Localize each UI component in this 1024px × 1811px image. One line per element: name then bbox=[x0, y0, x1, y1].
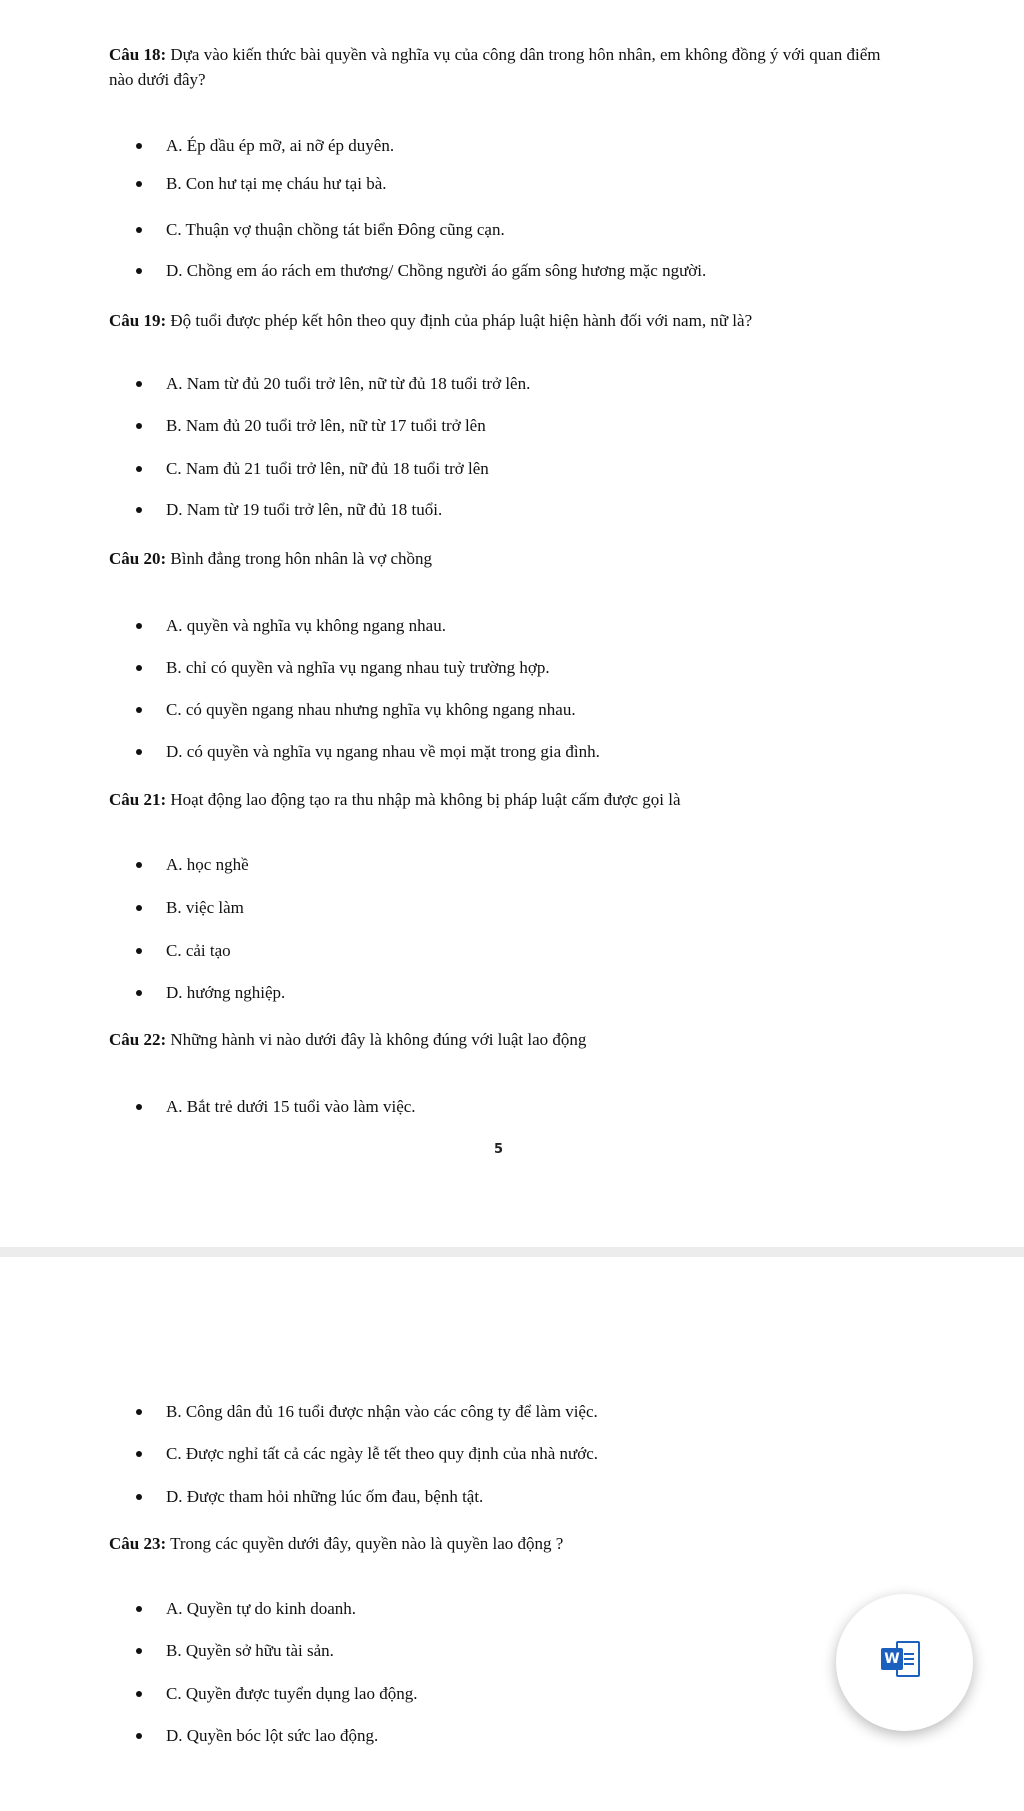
option-18-b bbox=[166, 171, 387, 196]
question-label: Câu 18: bbox=[109, 45, 167, 64]
question-label: Câu 23: bbox=[109, 1534, 167, 1553]
open-in-word-button[interactable] bbox=[836, 1594, 973, 1731]
option-text: B. Công dân đủ 16 tuổi được nhận vào các công ty để làm việc. bbox=[166, 1402, 598, 1421]
option-text: C. Được nghỉ tất cả các ngày lễ tết theo quy định của nhà nước. bbox=[166, 1444, 598, 1463]
question-text: Bình đẳng trong hôn nhân là vợ chồng bbox=[166, 549, 432, 568]
question-text: Những hành vi nào dưới đây là không đúng với luật lao động bbox=[166, 1030, 587, 1049]
bullet-icon bbox=[136, 1409, 142, 1415]
question-18 bbox=[109, 42, 909, 92]
bullet-icon bbox=[136, 990, 142, 996]
question-label: Câu 20: bbox=[109, 549, 167, 568]
option-text: C. Quyền được tuyển dụng lao động. bbox=[166, 1684, 418, 1703]
question-21 bbox=[109, 787, 909, 812]
option-text: D. hướng nghiệp. bbox=[166, 983, 286, 1002]
option-text: B. Quyền sở hữu tài sản. bbox=[166, 1641, 334, 1660]
option-text: B. Con hư tại mẹ cháu hư tại bà. bbox=[166, 174, 387, 193]
option-21-d bbox=[166, 980, 285, 1005]
option-22-d bbox=[166, 1484, 483, 1509]
option-20-c bbox=[166, 697, 576, 722]
option-19-b bbox=[166, 413, 486, 438]
bullet-icon bbox=[136, 749, 142, 755]
bullet-icon bbox=[136, 143, 142, 149]
bullet-icon bbox=[136, 665, 142, 671]
question-text: Trong các quyền dưới đây, quyền nào là quyền lao động ? bbox=[166, 1534, 564, 1553]
option-21-a bbox=[166, 852, 249, 877]
word-letter-icon: W bbox=[881, 1648, 903, 1670]
option-text: B. việc làm bbox=[166, 898, 244, 917]
bullet-icon bbox=[136, 862, 142, 868]
question-22 bbox=[109, 1027, 909, 1052]
option-18-c bbox=[166, 217, 505, 242]
option-text: D. Nam từ 19 tuổi trở lên, nữ đủ 18 tuổi. bbox=[166, 500, 443, 519]
question-19 bbox=[109, 308, 909, 333]
bullet-icon bbox=[136, 507, 142, 513]
option-text: C. có quyền ngang nhau nhưng nghĩa vụ không ngang nhau. bbox=[166, 700, 576, 719]
question-text: Dựa vào kiến thức bài quyền và nghĩa vụ của công dân trong hôn nhân, em không đồng ý với quan điểm nào dưới đây? bbox=[109, 45, 881, 89]
bullet-icon bbox=[136, 1733, 142, 1739]
option-text: D. có quyền và nghĩa vụ ngang nhau về mọi mặt trong gia đình. bbox=[166, 742, 600, 761]
option-22-c bbox=[166, 1441, 598, 1466]
option-text: A. Quyền tự do kinh doanh. bbox=[166, 1599, 357, 1618]
option-22-b bbox=[166, 1399, 598, 1424]
bullet-icon bbox=[136, 707, 142, 713]
option-20-d bbox=[166, 739, 600, 764]
option-text: A. Bắt trẻ dưới 15 tuổi vào làm việc. bbox=[166, 1097, 416, 1116]
bullet-icon bbox=[136, 1104, 142, 1110]
question-20 bbox=[109, 546, 909, 571]
bullet-icon bbox=[136, 948, 142, 954]
bullet-icon bbox=[136, 905, 142, 911]
question-text: Độ tuổi được phép kết hôn theo quy định của pháp luật hiện hành đối với nam, nữ là? bbox=[166, 311, 753, 330]
question-23 bbox=[109, 1531, 909, 1556]
question-label: Câu 21: bbox=[109, 790, 167, 809]
option-text: B. chỉ có quyền và nghĩa vụ ngang nhau tuỳ trường hợp. bbox=[166, 658, 550, 677]
option-20-a bbox=[166, 613, 446, 638]
bullet-icon bbox=[136, 268, 142, 274]
option-text: D. Quyền bóc lột sức lao động. bbox=[166, 1726, 379, 1745]
option-18-d bbox=[166, 258, 706, 283]
bullet-icon bbox=[136, 1648, 142, 1654]
bullet-icon bbox=[136, 1494, 142, 1500]
option-text: A. Nam từ đủ 20 tuổi trở lên, nữ từ đủ 18 tuổi trở lên. bbox=[166, 374, 531, 393]
bullet-icon bbox=[136, 1691, 142, 1697]
option-text: A. Ép dầu ép mỡ, ai nỡ ép duyên. bbox=[166, 136, 395, 155]
bullet-icon bbox=[136, 466, 142, 472]
option-19-c bbox=[166, 456, 489, 481]
option-21-b bbox=[166, 895, 244, 920]
bullet-icon bbox=[136, 181, 142, 187]
document-page-6 bbox=[0, 1257, 1024, 1811]
bullet-icon bbox=[136, 623, 142, 629]
option-text: B. Nam đủ 20 tuổi trở lên, nữ từ 17 tuổi trở lên bbox=[166, 416, 486, 435]
option-text: C. cải tạo bbox=[166, 941, 231, 960]
option-22-a bbox=[166, 1094, 416, 1119]
option-21-c bbox=[166, 938, 231, 963]
option-23-b bbox=[166, 1638, 334, 1663]
option-23-c bbox=[166, 1681, 417, 1706]
bullet-icon bbox=[136, 1606, 142, 1612]
option-text: A. học nghề bbox=[166, 855, 249, 874]
option-18-a bbox=[166, 133, 394, 158]
option-20-b bbox=[166, 655, 550, 680]
bullet-icon bbox=[136, 1451, 142, 1457]
option-19-d bbox=[166, 497, 442, 522]
option-23-d bbox=[166, 1723, 378, 1748]
bullet-icon bbox=[136, 381, 142, 387]
option-text: C. Nam đủ 21 tuổi trở lên, nữ đủ 18 tuổi trở lên bbox=[166, 459, 489, 478]
question-label: Câu 22: bbox=[109, 1030, 167, 1049]
option-23-a bbox=[166, 1596, 356, 1621]
option-text: C. Thuận vợ thuận chồng tát biển Đông cũng cạn. bbox=[166, 220, 505, 239]
page-number: 5 bbox=[494, 1142, 504, 1157]
page-separator bbox=[0, 1247, 1024, 1257]
bullet-icon bbox=[136, 227, 142, 233]
question-text: Hoạt động lao động tạo ra thu nhập mà không bị pháp luật cấm được gọi là bbox=[166, 790, 681, 809]
option-19-a bbox=[166, 371, 530, 396]
question-label: Câu 19: bbox=[109, 311, 167, 330]
option-text: D. Được tham hỏi những lúc ốm đau, bệnh tật. bbox=[166, 1487, 484, 1506]
bullet-icon bbox=[136, 423, 142, 429]
option-text: A. quyền và nghĩa vụ không ngang nhau. bbox=[166, 616, 446, 635]
option-text: D. Chồng em áo rách em thương/ Chồng người áo gấm sông hương mặc người. bbox=[166, 261, 707, 280]
